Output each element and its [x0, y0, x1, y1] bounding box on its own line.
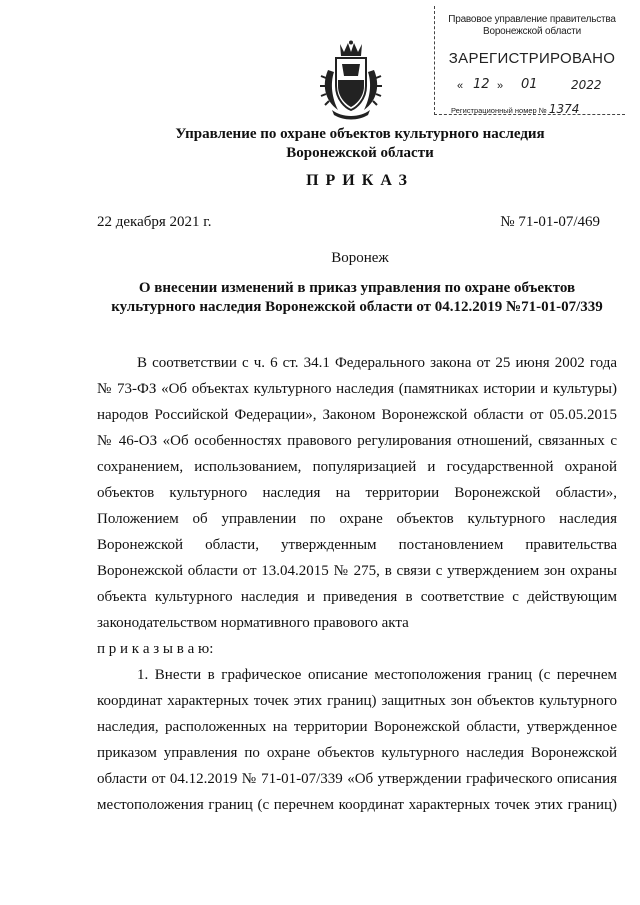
body-line: приказом управления по охране объектов культурного наследия Воронежской — [97, 745, 617, 761]
registration-stamp — [434, 6, 625, 115]
body-line: № 73-ФЗ «Об объектах культурного наследия (памятниках истории и культуры) — [97, 381, 617, 397]
stamp-registered-title: ЗАРЕГИСТРИРОВАНО — [448, 50, 616, 67]
body-line: координат характерных точек этих границ) защитных зон объектов культурного — [97, 693, 617, 709]
body-line: объектов культурного наследия на территории Воронежской области», — [97, 485, 617, 501]
coat-of-arms-emblem — [318, 40, 384, 120]
document-city: Воронеж — [331, 250, 389, 266]
stamp-month: 01 — [521, 77, 538, 92]
body-line: местоположения границ (с перечнем координат характерных точек этих границ) — [97, 797, 617, 813]
stamp-registration-number — [451, 102, 621, 116]
stamp-day: 12 — [473, 77, 490, 92]
organization-line2: Воронежской области — [286, 145, 434, 161]
document-number: № 71-01-07/469 — [500, 214, 600, 230]
body-line: сохранением, использованием, популяризацией и государственной охраной — [97, 459, 617, 475]
subject-line2: культурного наследия Воронежской области от 04.12.2019 №71-01-07/339 — [111, 299, 603, 315]
body-line: наследия, расположенных на территории Воронежской области, утвержденное — [97, 719, 617, 735]
stamp-quote-close: » — [497, 80, 504, 92]
body-line: области от 04.12.2019 № 71-01-07/339 «Об утверждении графического описания — [97, 771, 617, 787]
organization-line1: Управление по охране объектов культурного наследия — [175, 126, 545, 142]
stamp-authority-line1: Правовое управление правительства — [448, 14, 616, 25]
stamp-reg-label: Регистрационный номер № — [451, 106, 547, 115]
order-keyword: п р и к а з ы в а ю: — [97, 641, 214, 657]
body-line: законодательством нормативного правового акта — [97, 615, 409, 631]
stamp-quote-open: « — [457, 80, 464, 92]
stamp-date — [457, 77, 617, 96]
body-line: Положением об управлении по охране объектов культурного наследия — [97, 511, 617, 527]
stamp-reg-number: 1374 — [548, 102, 580, 116]
body-line: В соответствии с ч. 6 ст. 34.1 Федерального закона от 25 июня 2002 года — [137, 355, 617, 371]
stamp-authority-line2: Воронежской области — [482, 26, 582, 37]
stamp-year: 2022 — [571, 78, 602, 92]
document-type-heading: ПРИКАЗ — [306, 172, 414, 189]
body-line: Воронежской области от 13.04.2015 № 275, в связи с утверждением зон охраны — [97, 563, 617, 579]
document-subject — [97, 279, 617, 317]
document-date: 22 декабря 2021 г. — [97, 214, 212, 230]
body-line: народов Российской Федерации», Законом Воронежской области от 05.05.2015 — [97, 407, 617, 423]
body-line: Воронежской области, утвержденным постановлением правительства — [97, 537, 617, 553]
body-line: объекта культурного наследия и приведения в соответствие с действующим — [97, 589, 617, 605]
body-line: № 46-ОЗ «Об особенностях правового регулирования отношений, связанных с — [97, 433, 617, 449]
organization-name — [60, 125, 640, 163]
subject-line1: О внесении изменений в приказ управления по охране объектов — [138, 280, 576, 296]
body-line: 1. Внести в графическое описание местоположения границ (с перечнем — [137, 667, 617, 683]
